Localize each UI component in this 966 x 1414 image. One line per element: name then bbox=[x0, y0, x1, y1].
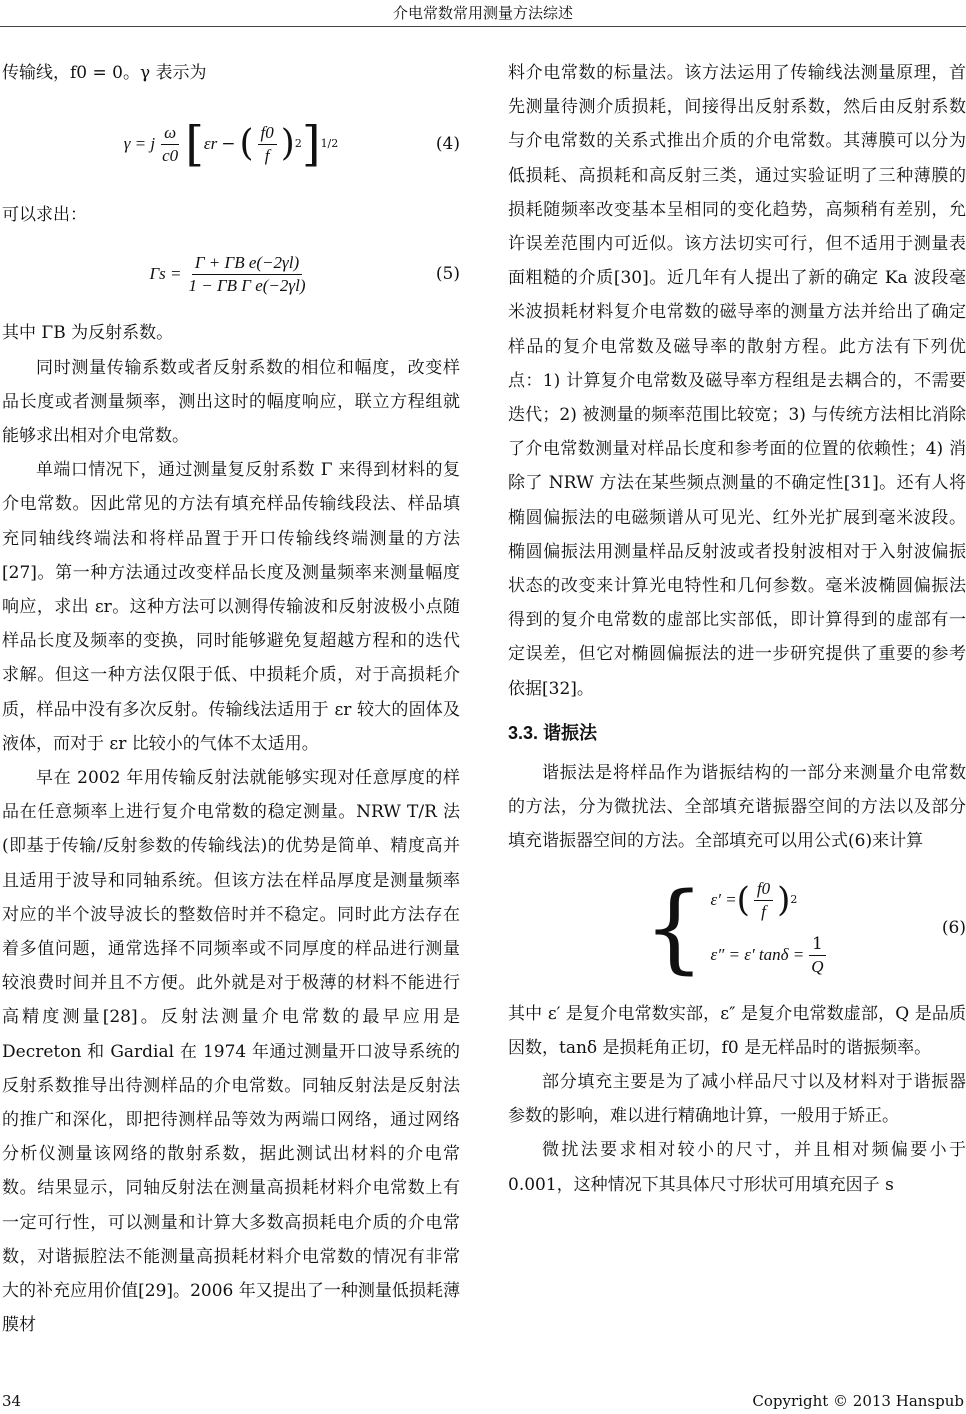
paragraph-resonance: 谐振法是将样品作为谐振结构的一部分来测量介电常数的方法，分为微扰法、全部填充谐振器空间的方法以及部分填充谐振器空间的方法。全部填充可以用公式(6)来计算 bbox=[508, 763, 966, 852]
eq6-number: (6) bbox=[941, 917, 966, 938]
eq6-f: f bbox=[761, 901, 766, 921]
eq5-denominator: 1 − ΓB Γ e(−2γl) bbox=[188, 275, 306, 295]
equation-6 bbox=[508, 865, 966, 991]
eq4-bracket-open: [ bbox=[185, 116, 204, 173]
eq6-paren-close: ) bbox=[777, 880, 791, 921]
paragraph-partial-fill: 部分填充主要是为了减小样品尺寸以及材料对于谐振器参数的影响，难以进行精确地计算，一般用于矫正。 bbox=[508, 1072, 966, 1127]
eq4-omega: ω bbox=[161, 122, 179, 145]
eq6-f0: f0 bbox=[754, 878, 773, 901]
eq6-paren-open: ( bbox=[736, 880, 750, 921]
eq6-lhs-2: ε″ = ε′ tanδ = bbox=[710, 945, 805, 965]
left-column bbox=[2, 56, 460, 1343]
page-number: 34 bbox=[2, 1392, 22, 1410]
paragraph-definitions: 其中 ε′ 是复介电常数实部，ε″ 是复介电常数虚部，Q 是品质因数，tanδ 是损耗角正切，f0 是无样品时的谐振频率。 bbox=[508, 1003, 966, 1058]
eq6-line-2 bbox=[711, 933, 831, 978]
eq4-f-frac bbox=[258, 122, 277, 167]
eq4-f: f bbox=[264, 145, 270, 165]
eq6-lines bbox=[711, 878, 831, 978]
eq4-c0: c0 bbox=[162, 145, 179, 165]
section-heading: 3.3. 谐振法 bbox=[508, 722, 598, 743]
eq5-number: (5) bbox=[435, 264, 460, 285]
eq4-paren-close: ) bbox=[280, 123, 295, 165]
eq4-omega-frac bbox=[159, 122, 181, 167]
copyright: Copyright © 2013 Hanspub bbox=[752, 1392, 964, 1410]
right-column bbox=[508, 56, 966, 1202]
header-rule bbox=[0, 26, 966, 27]
eq6-line-1: ε′ = ( $\frac{f0}{f}$ ) 2 bbox=[710, 878, 798, 921]
eq6-lhs-1: ε′ = bbox=[710, 890, 737, 910]
eq4-lhs: γ = j bbox=[123, 134, 156, 154]
paragraph-single-port: 单端口情况下，通过测量复反射系数 Γ 来得到材料的复介电常数。因此常见的方法有填充样品传输线段法、样品填充同轴线终端法和将样品置于开口传输线终端测量的方法[27]。第一种方法通过改变样品长度及测量频率来测量幅度响应，求出 εr。这种方法可以测得传输波和反射波极小点随样品长度及频率的变换，同时能够避免复超越方程和的迭代求解。但这一种方法仅限于低、中损耗介质，对于高损耗介质，样品中没有多次反射。传输线法适用于 εr 较大的固体及液体，而对于 εr 比较小的气体不太适用。 bbox=[2, 460, 460, 754]
paragraph-phase: 同时测量传输系数或者反射系数的相位和幅度，改变样品长度或者测量频率，测出这时的幅度响应，联立方程组就能够求出相对介电常数。 bbox=[2, 357, 460, 447]
eq5-numerator: Γ + ΓB e(−2γl) bbox=[192, 252, 302, 275]
eq6-brace: { bbox=[643, 871, 705, 984]
eq6-f-frac bbox=[754, 878, 773, 923]
paragraph-reflection-coef: 其中 ΓB 为反射系数。 bbox=[2, 323, 174, 344]
running-header: 介电常数常用测量方法综述 bbox=[392, 4, 573, 22]
eq5-lhs: Γs = bbox=[149, 264, 182, 284]
eq4-paren-open: ( bbox=[239, 123, 254, 165]
equation-4: γ = j $\frac{\omega}{c0}$ [ εr − ( $\frac{f0}{f}$ ) 2 ] 1/2 (4) bbox=[123, 116, 460, 173]
eq6-one: 1 bbox=[809, 933, 826, 956]
eq4-f0: f0 bbox=[258, 122, 277, 145]
paragraph-perturbation: 微扰法要求相对较小的尺寸，并且相对频偏要小于 0.001，这种情况下其具体尺寸形状可用填充因子 s bbox=[508, 1140, 966, 1195]
eq4-bracket-close: ] bbox=[301, 116, 321, 173]
equation-5 bbox=[2, 238, 460, 310]
eq6-q-frac bbox=[808, 933, 826, 978]
paragraph-scalar-method: 料介电常数的标量法。该方法运用了传输线法测量原理，首先测量待测介质损耗，间接得出反射系数，然后由反射系数与介电常数的关系式推出介质的介电常数。其薄膜可以分为低损耗、高损耗和高反射三类，通过实验证明了三种薄膜的损耗随频率改变基本呈相同的变化趋势，高频稍有差别，允许误差范围内可近似。该方法切实可行，但不适用于测量表面粗糙的介质[30]。近几年有人提出了新的确定 Ka 波段毫米波损耗材料复介电常数的磁导率的测量方法并给出了确定样品的复介电常数及磁导率的散射方程。此方法有下列优点：1) 计算复介电常数及磁导率方程组是去耦合的，不需要迭代；2) 被测量的频率范围比较宽；3) 与传统方法相比消除了介电常数测量对样品长度和参考面的位置的依赖性；4) 消除了 NRW 方法在某些频点测量的不确定性[31]。还有人将椭圆偏振法的电磁频谱从可见光、红外光扩展到毫米波段。椭圆偏振法用测量样品反射波或者投射波相对于入射波偏振状态的改变来计算光电特性和几何参数。毫米波椭圆偏振法得到的复介电常数的虚部比实部低，即计算得到的虚部有一定误差，但它对椭圆偏振法的进一步研究提供了重要的参考依据[32]。 bbox=[508, 63, 966, 699]
eq4-number: (4) bbox=[435, 134, 460, 155]
eq5-frac bbox=[186, 252, 309, 297]
paragraph-intro: 传输线，f0 = 0。γ 表示为 bbox=[2, 63, 207, 83]
eq6-q: Q bbox=[811, 956, 824, 976]
page-footer bbox=[2, 1392, 964, 1410]
eq4-epsr: εr bbox=[203, 134, 218, 154]
paragraph-history: 早在 2002 年用传输反射法就能够实现对任意厚度的样品在任意频率上进行复介电常数的稳定测量。NRW T/R 法(即基于传输/反射参数的传输线法)的优势是简单、精度高并且适用于波导和同轴系统。但该方法在样品厚度是测量频率对应的半个波导波长的整数倍时并不稳定。同时此方法存在着多值问题，通常选择不同频率或不同厚度的样品进行测量较浪费时间并且不方便。此外就是对于极薄的材料不能进行高精度测量[28]。反射法测量介电常数的最早应用是 Decreton 和 Gardial 在 1974 年通过测量开口波导系统的反射系数推导出待测样品的介电常数。同轴反射法是反射法的推广和深化，即把待测样品等效为两端口网络，通过网络分析仪测量该网络的散射系数，据此测试出材料的介电常数。结果显示，同轴反射法在测量高损耗材料介电常数上有一定可行性，可以测量和计算大多数高损耗电介质的介电常数，对谐振腔法不能测量高损耗材料介电常数的情况有非常大的补充应用价值[29]。2006 年又提出了一种测量低损耗薄膜材 bbox=[2, 768, 460, 1336]
eq4-minus: − bbox=[221, 134, 236, 155]
paragraph-derive: 可以求出： bbox=[2, 205, 87, 226]
